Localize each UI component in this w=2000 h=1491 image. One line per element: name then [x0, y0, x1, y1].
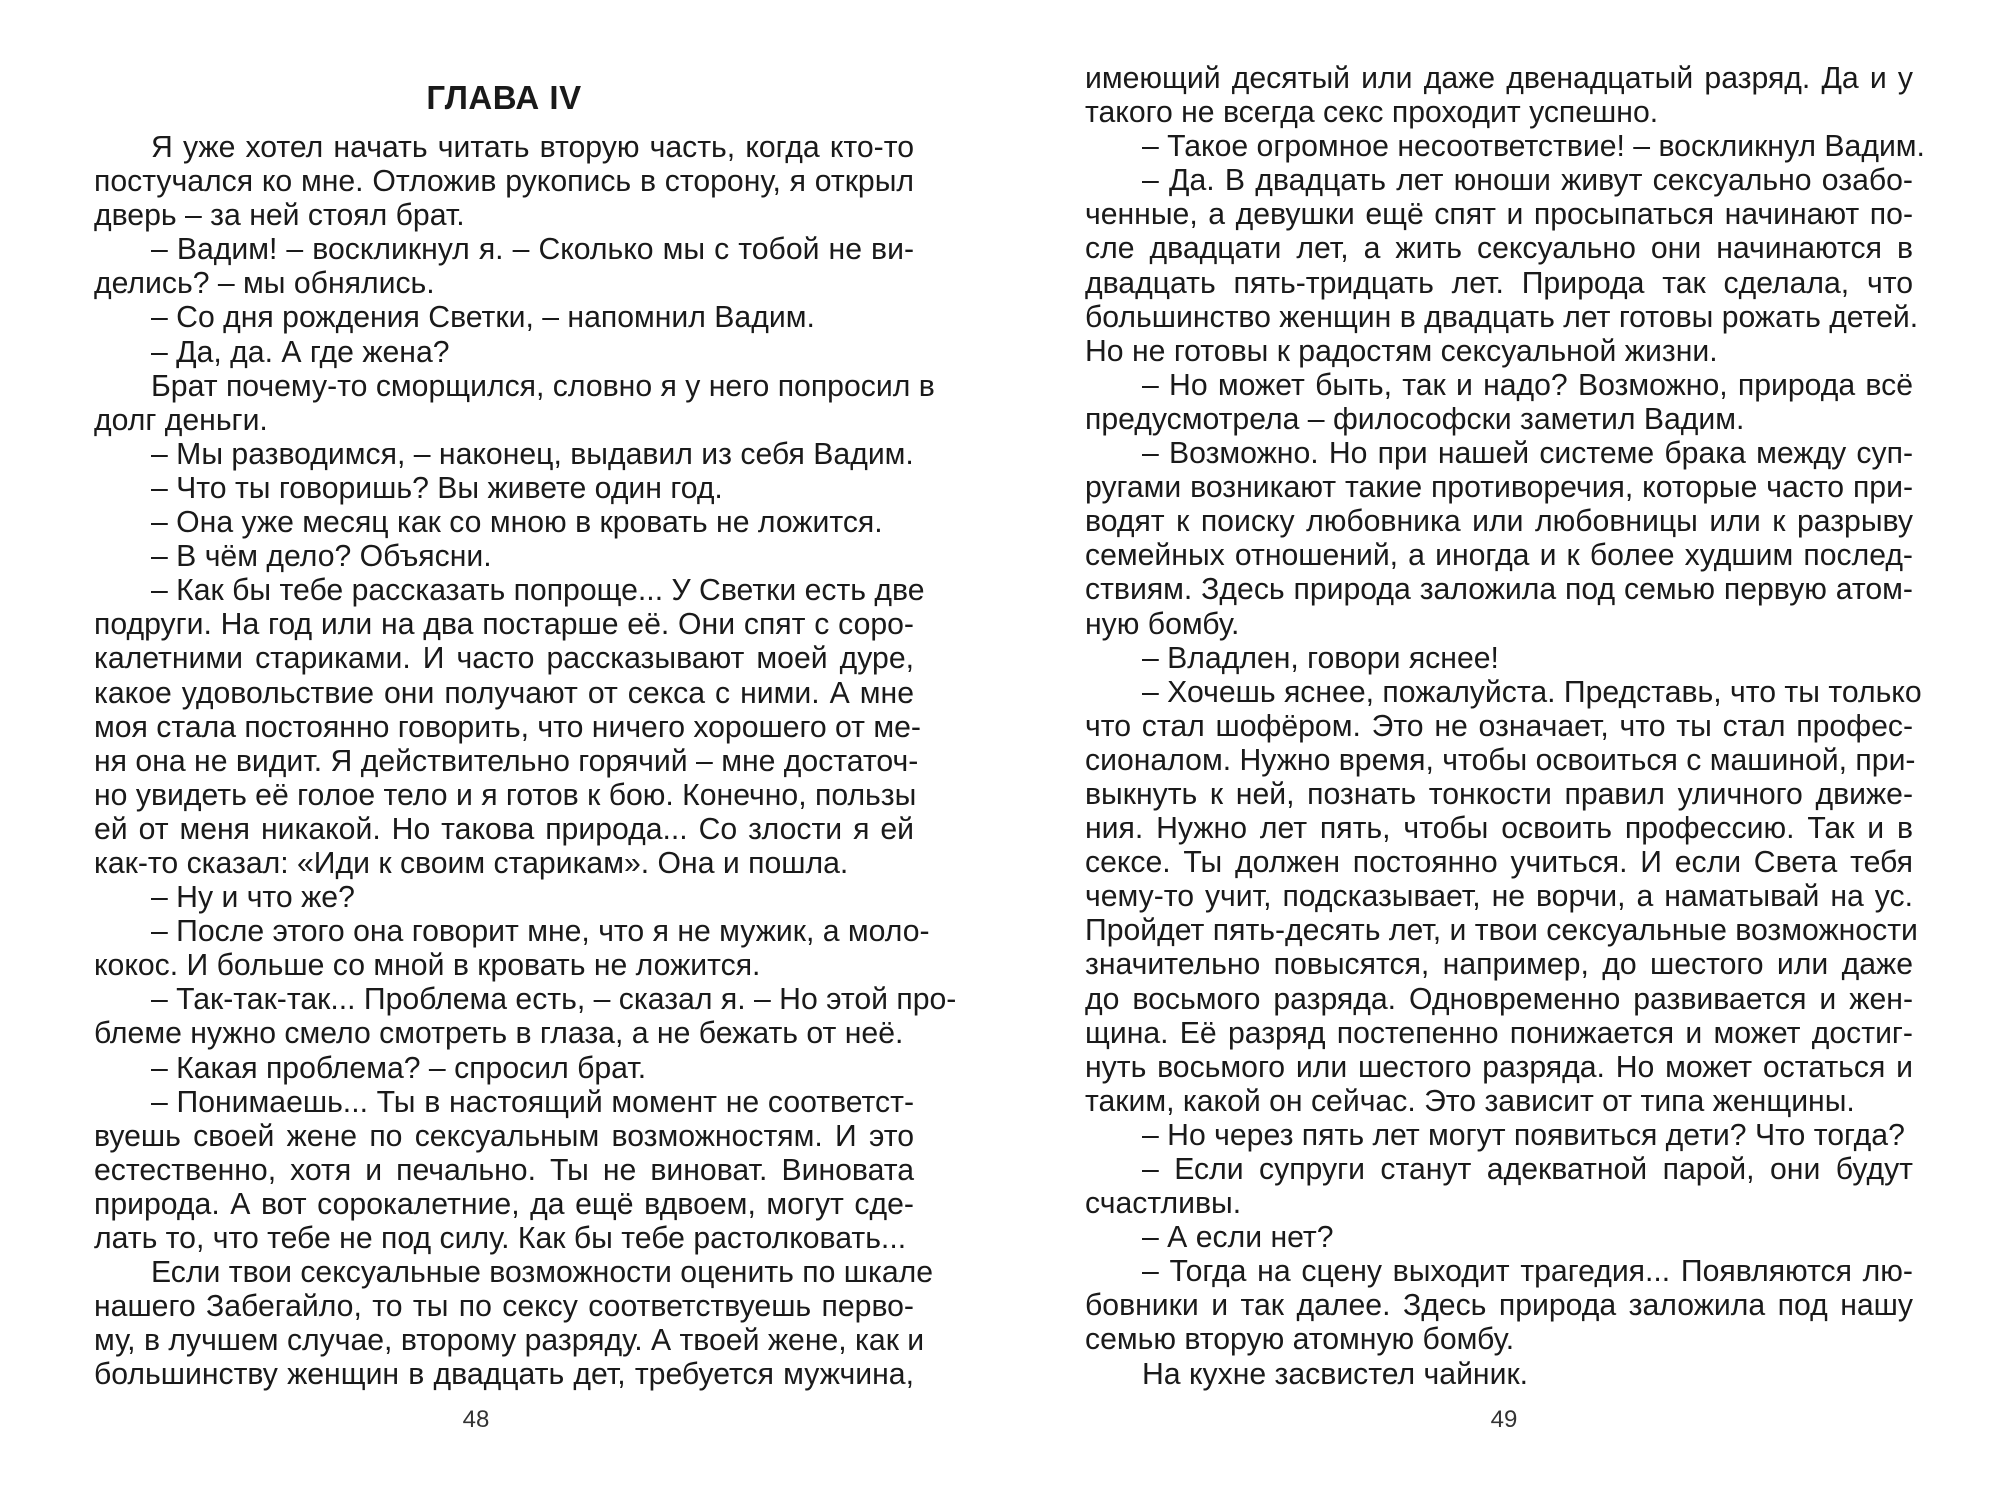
- text-line: такого не всегда секс проходит успешно.: [1085, 96, 1659, 130]
- text-line: но увидеть её голое тело и я готов к бою. Конечно, пользы: [94, 778, 917, 812]
- text-line: – Возможно. Но при нашей системе брака между суп-: [1142, 437, 1913, 471]
- text-line: – Владлен, говори яснее!: [1142, 641, 1499, 675]
- text-line: – Да, да. А где жена?: [151, 335, 450, 369]
- text-line: – Хочешь яснее, пожалуйста. Представь, что ты только: [1142, 675, 1922, 709]
- text-line: как-то сказал: «Иди к своим старикам». Она и пошла.: [94, 846, 849, 880]
- text-line: выкнуть к ней, познать тонкости правил уличного движе-: [1085, 777, 1913, 811]
- text-line: чему-то учит, подсказывает, не ворчи, а наматывай на ус.: [1085, 880, 1913, 914]
- text-line: – Как бы тебе рассказать попроще... У Светки есть две: [151, 574, 925, 608]
- text-line: какое удовольствие они получают от секса с ними. А мне: [94, 676, 914, 710]
- text-line: моя стала постоянно говорить, что ничего хорошего от ме-: [94, 710, 921, 744]
- text-line: дверь – за ней стоял брат.: [94, 199, 465, 233]
- text-line: кокос. И больше со мной в кровать не ложится.: [94, 949, 761, 983]
- text-line: Если твои сексуальные возможности оценить по шкале: [151, 1256, 934, 1290]
- text-line: Но не готовы к радостям сексуальной жизни.: [1085, 334, 1718, 368]
- text-line: предусмотрела – философски заметил Вадим.: [1085, 402, 1745, 436]
- text-line: щина. Её разряд постепенно понижается и может достиг-: [1085, 1016, 1913, 1050]
- text-line: нашего Забегайло, то ты по сексу соответствуешь перво-: [94, 1290, 914, 1324]
- text-line: Я уже хотел начать читать вторую часть, когда кто-то: [151, 131, 914, 164]
- text-line: нуть восьмого или шестого разряда. Но может остаться и: [1085, 1050, 1913, 1084]
- text-line: му, в лучшем случае, второму разряду. А твоей жене, как и: [94, 1324, 925, 1358]
- page-number-left: 48: [462, 1406, 490, 1433]
- text-line: – Если супруги станут адекватной парой, они будут: [1142, 1153, 1913, 1186]
- text-line: семью вторую атомную бомбу.: [1085, 1323, 1515, 1357]
- text-line: – Да. В двадцать лет юноши живут сексуально озабо-: [1142, 164, 1913, 198]
- text-line: – В чём дело? Объясни.: [151, 540, 492, 574]
- text-line: ния. Нужно лет пять, чтобы освоить профессию. Так и в: [1085, 812, 1913, 846]
- text-line: ную бомбу.: [1085, 607, 1240, 641]
- text-line: до восьмого разряда. Одновременно развивается и жен-: [1085, 982, 1913, 1016]
- text-line: – Вадим! – воскликнул я. – Сколько мы с тобой не ви-: [151, 233, 914, 267]
- text-line: – Тогда на сцену выходит трагедия... Появляются лю-: [1142, 1255, 1913, 1289]
- text-line: – Что ты говоришь? Вы живете один год.: [151, 471, 723, 505]
- chapter-title: ГЛАВА IV: [426, 79, 582, 116]
- text-line: счастливы.: [1085, 1187, 1242, 1221]
- text-line: вуешь своей жене по сексуальным возможностям. И это: [94, 1119, 914, 1153]
- text-line: водят к поиску любовника или любовницы или к разрыву: [1085, 505, 1913, 539]
- page-number-right: 49: [1490, 1406, 1518, 1433]
- text-line: блеме нужно смело смотреть в глаза, а не бежать от неё.: [94, 1017, 904, 1051]
- text-line: – Ну и что же?: [151, 881, 355, 915]
- text-line: – Мы разводимся, – наконец, выдавил из себя Вадим.: [151, 437, 914, 471]
- text-line: – А если нет?: [1142, 1221, 1334, 1255]
- text-line: долг деньги.: [94, 403, 268, 437]
- text-line: лать то, что тебе не под силу. Как бы тебе растолковать...: [94, 1222, 907, 1255]
- text-line: – Так-так-так... Проблема есть, – сказал я. – Но этой про-: [151, 983, 957, 1017]
- text-line: постучался ко мне. Отложив рукопись в сторону, я открыл: [94, 165, 914, 199]
- text-line: сексе. Ты должен постоянно учиться. И если Света тебя: [1085, 846, 1913, 880]
- left-page-text: [94, 131, 957, 1392]
- text-line: бовники и так далее. Здесь природа заложила под нашу: [1085, 1289, 1913, 1323]
- text-line: семейных отношений, а иногда и к более худшим послед-: [1085, 539, 1913, 573]
- text-line: имеющий десятый или даже двенадцатый разряд. Да и у: [1085, 62, 1913, 95]
- text-line: – Понимаешь... Ты в настоящий момент не соответст-: [151, 1085, 914, 1119]
- text-line: ченные, а девушки ещё спят и просыпаться начинают по-: [1085, 198, 1913, 232]
- text-line: большинству женщин в двадцать дет, требуется мужчина,: [94, 1358, 914, 1392]
- text-line: природа. А вот сорокалетние, да ещё вдвоем, могут сде-: [94, 1187, 914, 1221]
- text-line: Брат почему-то сморщился, словно я у него попросил в: [151, 369, 935, 403]
- text-line: – Какая проблема? – спросил брат.: [151, 1051, 647, 1085]
- right-page: [1000, 0, 2000, 1491]
- text-line: – Такое огромное несоответствие! – воскликнул Вадим.: [1142, 130, 1925, 164]
- text-line: что стал шофёром. Это не означает, что ты стал профес-: [1085, 709, 1913, 743]
- text-line: – Она уже месяц как со мною в кровать не ложится.: [151, 506, 883, 540]
- text-line: двадцать пять-тридцать лет. Природа так сделала, что: [1085, 266, 1913, 300]
- text-line: подруги. На год или на два постарше её. Они спят с соро-: [94, 608, 914, 642]
- text-line: На кухне засвистел чайник.: [1142, 1357, 1529, 1391]
- text-line: – После этого она говорит мне, что я не мужик, а моло-: [151, 915, 930, 949]
- right-page-text: [1085, 62, 1925, 1392]
- text-line: ругами возникают такие противоречия, которые часто при-: [1085, 471, 1913, 505]
- text-line: калетними стариками. И часто рассказывают моей дуре,: [94, 642, 914, 676]
- text-line: ей от меня никакой. Но такова природа... Со злости я ей: [94, 812, 914, 846]
- text-line: ствиям. Здесь природа заложила под семью первую атом-: [1085, 573, 1913, 607]
- text-line: ня она не видит. Я действительно горячий – мне достаточ-: [94, 744, 919, 778]
- text-line: – Со дня рождения Светки, – напомнил Вадим.: [151, 301, 815, 335]
- text-line: значительно повысятся, например, до шестого или даже: [1085, 948, 1913, 982]
- text-line: сле двадцати лет, а жить сексуально они начинаются в: [1085, 232, 1913, 266]
- text-line: таким, какой он сейчас. Это зависит от типа женщины.: [1085, 1084, 1855, 1118]
- text-line: сионалом. Нужно время, чтобы освоиться с машиной, при-: [1085, 743, 1916, 777]
- text-line: естественно, хотя и печально. Ты не виноват. Виновата: [94, 1153, 914, 1187]
- text-line: – Но может быть, так и надо? Возможно, природа всё: [1142, 368, 1913, 402]
- text-line: большинство женщин в двадцать лет готовы рожать детей.: [1085, 300, 1919, 334]
- text-line: делись? – мы обнялись.: [94, 267, 435, 301]
- text-line: Пройдет пять-десять лет, и твои сексуальные возможности: [1085, 914, 1918, 948]
- text-line: – Но через пять лет могут появиться дети? Что тогда?: [1142, 1118, 1905, 1152]
